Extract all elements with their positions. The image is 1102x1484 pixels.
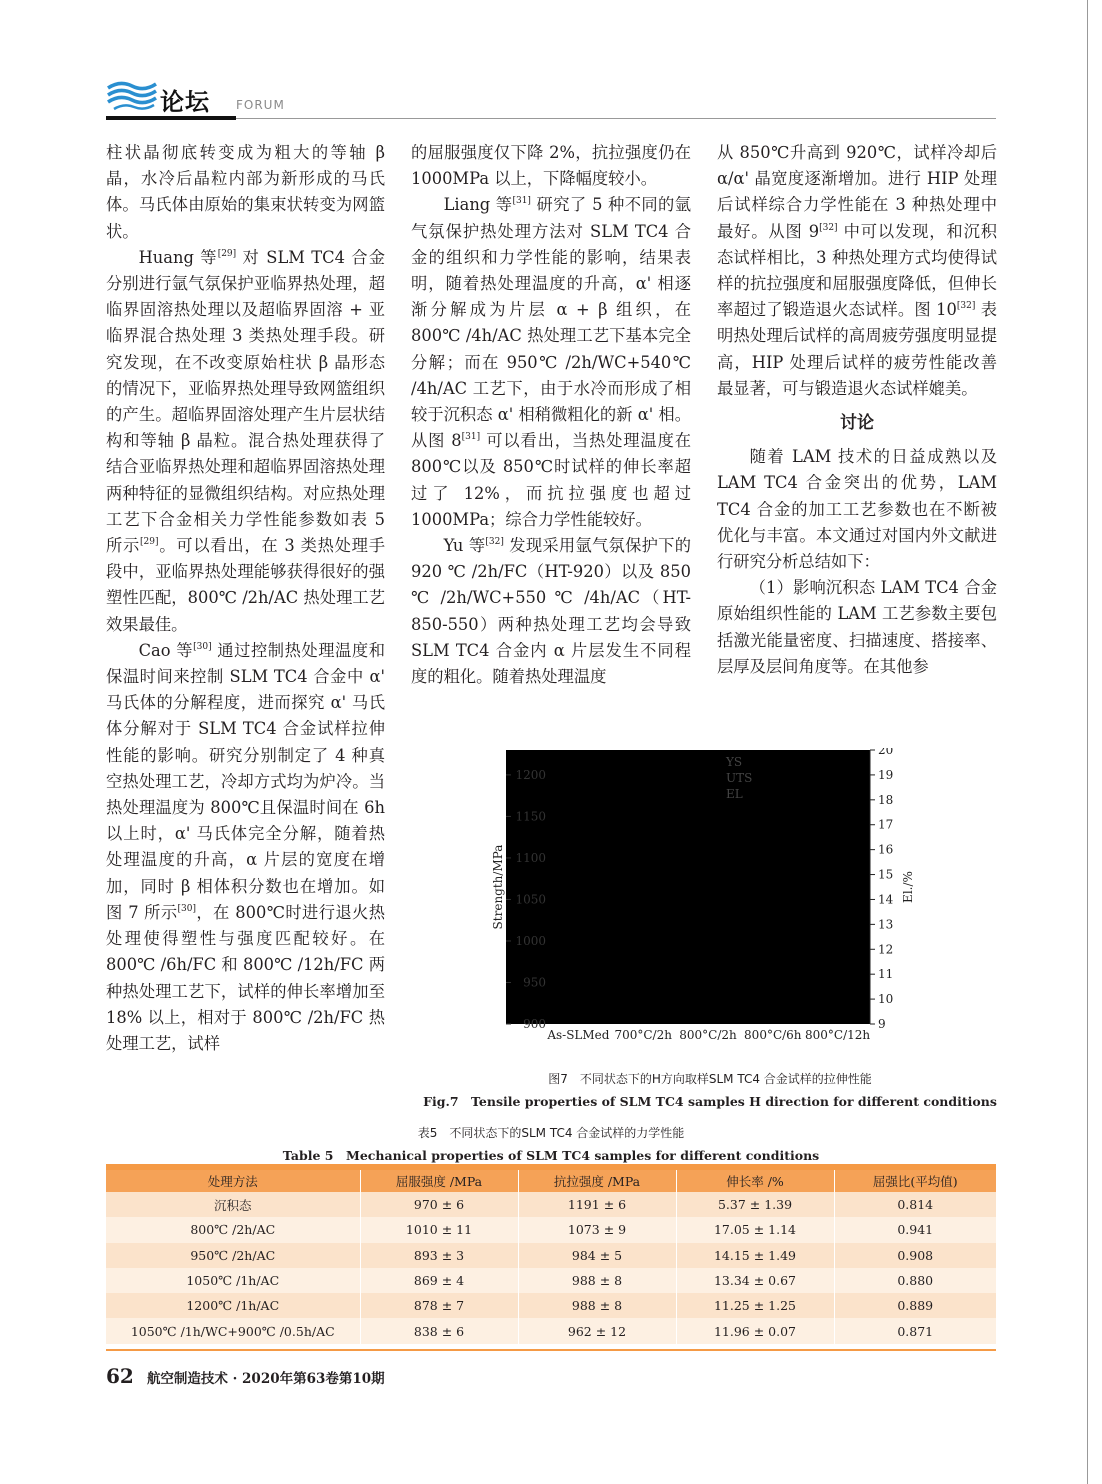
table-cell: 17.05 ± 1.14 [676,1217,834,1242]
table-cell: 1200℃ /1h/AC [186,1298,280,1314]
paragraph: 随着 LAM 技术的日益成熟以及 LAM TC4 合金突出的优势，LAM TC4 合金的加工工艺参数也在不断被优化与丰富。本文通过对国内外文献进行研究分析总结如下： [717,447,997,572]
page-footer [106,1364,385,1388]
table-cell: 沉积态 [213,1197,252,1213]
y2-tick-label: 15 [878,867,894,882]
journal-info: 航空制造技术 · 2020年第63卷第10期 [146,1371,385,1387]
citation: [32] [485,537,504,548]
x-tick-label: 800°C/2h [679,1028,737,1042]
table-bottom-rule [106,1349,996,1351]
y2-tick-label: 16 [878,842,894,857]
paragraph [411,533,691,690]
table-cell: 950℃ /2h/AC [190,1247,276,1263]
text-run: 可以看出，当热处理温度在 800℃以及 850℃时试样的伸长率超过了 12%，而抗拉强度也超过 1000MPa；综合力学性能较好。 [411,431,691,529]
y2-tick-label: 10 [878,992,894,1007]
legend-label: EL [726,787,743,801]
table-cell: 1191 ± 6 [518,1192,676,1217]
y2-axis-label: El./% [901,871,915,903]
column-header: 屈服强度 /MPa [360,1167,518,1192]
text-run: Liang 等 [443,195,513,215]
table-cell: 11.96 ± 0.07 [676,1318,834,1343]
y-tick-label: 900 [523,1017,546,1031]
citation: [31] [512,196,531,207]
paragraph [411,192,691,533]
table-header-row [106,1167,996,1192]
paragraph [106,638,385,1057]
logo-text: 论坛 [160,88,210,116]
y-tick-label: 950 [523,975,546,990]
citation: [32] [956,301,976,312]
text-run: 。可以看出，在 3 类热处理手段中，亚临界热处理能够获得很好的强塑性匹配，800℃ /2h/AC 热处理工艺效果最佳。 [106,536,385,634]
y2-tick-label: 11 [878,967,894,982]
table-row [106,1318,996,1343]
citation: [30] [193,641,212,652]
legend-label: UTS [726,771,753,785]
text-run: 表明热处理后试样的高周疲劳强度明显提高，HIP 处理后试样的疲劳性能改善最显著，可与锻造退火态试样媲美。 [717,300,997,398]
table-cell: 800℃ /2h/AC [190,1222,276,1238]
figure-caption-cn: 图7 不同状态下的H方向取样SLM TC4 合金试样的拉伸性能 [548,1072,872,1086]
y2-tick-label: 17 [878,817,894,832]
text-column-1 [106,140,385,1057]
section-label: FORUM [236,98,285,112]
table-cell: 5.37 ± 1.39 [676,1192,834,1217]
y-tick-label: 1200 [515,767,546,782]
y-tick-label: 1100 [515,850,546,865]
x-tick-label: 800°C/6h [744,1028,802,1042]
plot-area [506,750,870,1024]
text-run: 研究了 5 种不同的氩气氛保护热处理方法对 SLM TC4 合金的组织和力学性能的影响，结果表明，随着热处理温度的升高，α' 相逐渐分解成为片层 α + β 组织，在 800℃ /4h/AC 热处理工艺下基本完全分解；而在 950℃ /2h/WC+540℃ /4h/AC 工艺下，由于水冷而形成了相较于沉积态 α' 相稍微粗化的新 α' 相。从图 8 [411,195,691,451]
header-bar [106,116,236,120]
table-cell: 869 ± 4 [360,1268,518,1293]
figure-7 [490,748,930,1048]
table-cell: 0.814 [834,1192,996,1217]
table-row [106,1243,996,1268]
table-cell: 878 ± 7 [360,1293,518,1318]
text-run: 从 850℃升高到 920℃，试样冷却后 α/α' 晶宽度逐渐增加。进行 HIP 处理后试样综合力学性能在 3 种热处理中最好。从图 9 [717,143,997,241]
table-cell: 838 ± 6 [360,1318,518,1343]
x-tick-label: 800°C/12h [805,1028,871,1042]
y2-tick-label: 13 [878,917,894,932]
tensile-chart [490,748,930,1048]
y2-tick-label: 12 [878,942,894,957]
text-run: 通过控制热处理温度和保温时间来控制 SLM TC4 合金中 α' 马氏体的分解程度，进而探究 α' 马氏体分解对于 SLM TC4 合金试样拉伸性能的影响。研究分别制定了 4 种真空热处理工艺，冷却方式均为炉冷。当热处理温度为 800℃且保温时间在 6h 以上时，α' 马氏体完全分解，随着热处理温度的升高，α 片层的宽度在增加，同时 β 相体积分数也在增加。如图 7 所示 [106,640,385,922]
journal-header [106,76,996,122]
table-caption-en: Table 5 Mechanical properties of SLM TC4 samples for different conditions [282,1148,820,1163]
header-rule [236,118,996,119]
citation: [31] [461,432,481,443]
y2-tick-label: 18 [878,792,894,807]
table-cell: 1050℃ /1h/AC [186,1273,280,1289]
legend-label: YS [726,755,743,769]
paragraph [717,140,997,402]
citation: [30] [177,903,196,914]
table-row [106,1192,996,1217]
y-tick-label: 1000 [515,933,546,948]
y2-tick-label: 19 [878,767,894,782]
paragraph [106,245,385,638]
page-edge-line [1087,0,1088,1484]
table-cell: 988 ± 8 [518,1268,676,1293]
text-column-3 [717,140,997,680]
table-5 [106,1164,996,1344]
table-caption-cn: 表5 不同状态下的SLM TC4 合金试样的力学性能 [417,1126,685,1140]
table-cell: 0.880 [834,1268,996,1293]
column-header: 处理方法 [106,1167,360,1192]
text-run: Huang 等 [138,247,218,267]
citation: [29] [140,537,159,548]
paragraph: （1）影响沉积态 LAM TC4 合金原始组织性能的 LAM 工艺参数主要包括激光能量密度、扫描速度、搭接率、层厚及层间角度等。在其他参 [717,578,997,676]
table-cell: 893 ± 3 [360,1243,518,1268]
y-tick-label: 1150 [515,809,546,824]
y-axis-label: Strength/MPa [491,844,505,930]
y2-tick-label: 14 [878,892,894,907]
page-number: 62 [106,1364,134,1388]
text-run: Yu 等 [443,536,486,556]
paragraph: 柱状晶彻底转变成为粗大的等轴 β 晶，水冷后晶粒内部为新形成的马氏体。马氏体由原始的集束状转变为网篮状。 [106,143,385,241]
text-run: ，在 800℃时进行退火热处理使得塑性与强度匹配较好。在 800℃ /6h/FC 和 800℃ /12h/FC 两种热处理工艺下，试样的伸长率增加至 18% 以上，相对于 800℃ /2h/FC 热处理工艺，试样 [106,902,386,1053]
table-cell: 984 ± 5 [518,1243,676,1268]
x-tick-label: As-SLMed [547,1028,610,1042]
table-cell: 0.941 [834,1217,996,1242]
citation: [29] [217,248,237,259]
table-cell: 1050℃ /1h/WC+900℃ /0.5h/AC [130,1323,335,1339]
text-run: 对 SLM TC4 合金分别进行氩气氛保护亚临界热处理，超临界固溶热处理以及超临界固溶 + 亚临界混合热处理 3 类热处理手段。研究发现，在不改变原始柱状 β 晶形态的情况下，亚临界热处理导致网篮组织的产生。超临界固溶处理产生片层状结构和等轴 β 晶粒。混合热处理获得了结合亚临界热处理和超临界固溶热处理两种特征的显微组织结构。对应热处理工艺下合金相关力学性能参数如表 5 所示 [106,247,386,556]
table-cell: 14.15 ± 1.49 [676,1243,834,1268]
text-run: Cao 等 [138,640,194,660]
table-cell: 970 ± 6 [360,1192,518,1217]
column-header: 抗拉强度 /MPa [518,1167,676,1192]
table-cell: 0.889 [834,1293,996,1318]
figure-caption-en: Fig.7 Tensile properties of SLM TC4 samples H direction for different conditions [423,1094,997,1109]
table-row [106,1217,996,1242]
table-row [106,1268,996,1293]
text-column-2 [411,140,691,690]
text-run: 中可以发现，和沉积态试样相比，3 种热处理方式均使得试样的抗拉强度和屈服强度降低，但伸长率超过了锻造退火态试样。图 10 [717,221,997,320]
table-row [106,1293,996,1318]
table-cell: 988 ± 8 [518,1293,676,1318]
paragraph: 的屈服强度仅下降 2%，抗拉强度仍在 1000MPa 以上，下降幅度较小。 [411,143,691,189]
y-tick-label: 1050 [515,892,546,907]
section-title: 讨论 [840,413,874,434]
column-header: 伸长率 /% [676,1167,834,1192]
citation: [32] [819,222,838,233]
y2-tick-label: 9 [878,1017,886,1031]
table-cell: 11.25 ± 1.25 [676,1293,834,1318]
table-cell: 1010 ± 11 [360,1217,518,1242]
text-run: 发现采用氩气氛保护下的 920 ℃ /2h/FC（HT-920）以及 850 ℃ /2h/WC+550 ℃ /4h/AC（HT-850-550）两种热处理工艺均会导致 SLM TC4 合金内 α 片层发生不同程度的粗化。随着热处理温度 [411,536,691,687]
column-header: 屈强比(平均值) [834,1167,996,1192]
table-cell: 0.871 [834,1318,996,1343]
table-cell: 962 ± 12 [518,1318,676,1343]
table-cell: 13.34 ± 0.67 [676,1268,834,1293]
logo-waves-icon [106,78,158,112]
table-cell: 1073 ± 9 [518,1217,676,1242]
y2-tick-label: 20 [878,748,894,757]
table-cell: 0.908 [834,1243,996,1268]
x-tick-label: 700°C/2h [614,1028,672,1042]
